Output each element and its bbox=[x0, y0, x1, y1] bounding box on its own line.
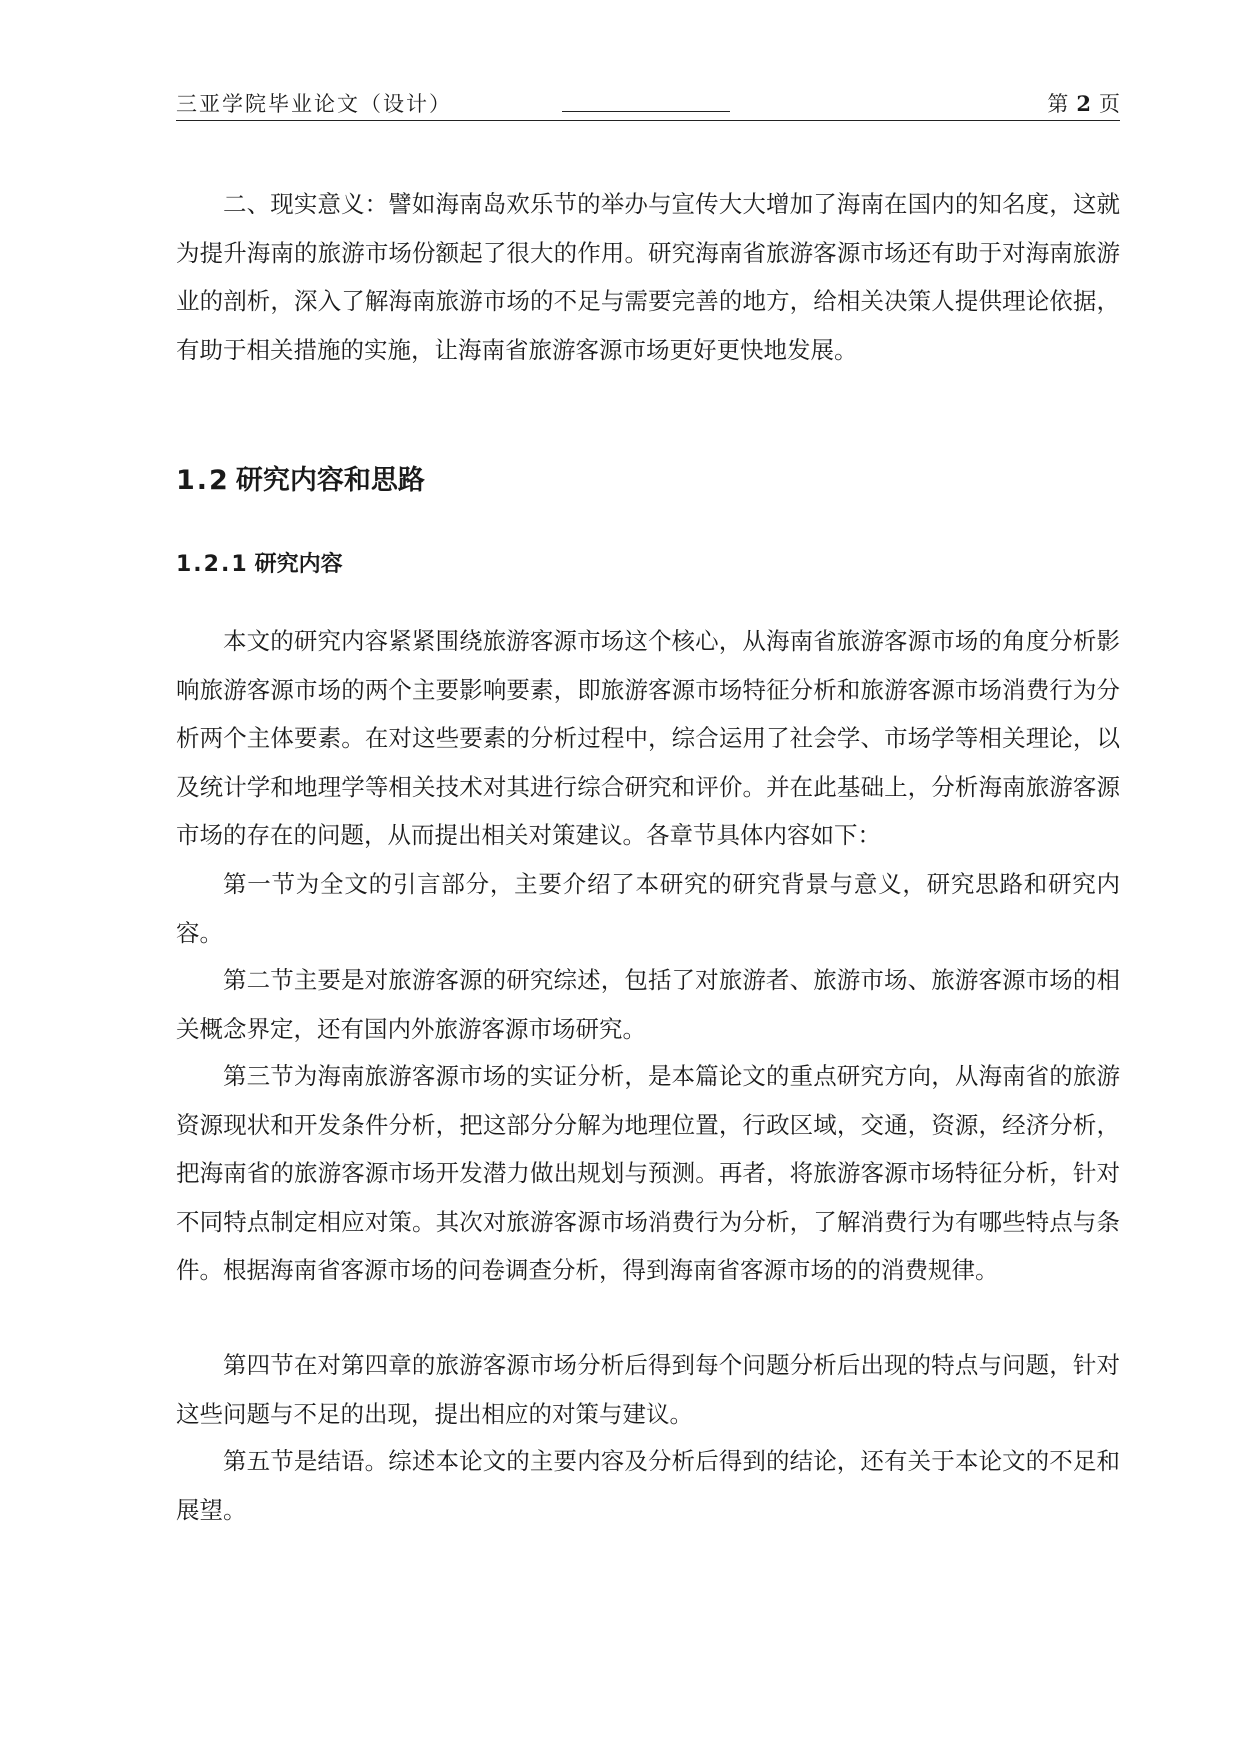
section-title: 研究内容和思路 bbox=[235, 465, 425, 496]
paragraph-section-5: 第五节是结语。综述本论文的主要内容及分析后得到的结论，还有关于本论文的不足和展望。 bbox=[176, 1447, 1120, 1524]
header-underline bbox=[562, 111, 730, 112]
subsection-heading bbox=[176, 547, 343, 578]
page-number-label bbox=[1047, 88, 1120, 118]
paragraph-section-4: 第四节在对第四章的旅游客源市场分析后得到每个问题分析后出现的特点与问题，针对这些问题与不足的出现，提出相应的对策与建议。 bbox=[176, 1351, 1120, 1428]
paragraph-section-2: 第二节主要是对旅游客源的研究综述，包括了对旅游者、旅游市场、旅游客源市场的相关概念界定，还有国内外旅游客源市场研究。 bbox=[176, 966, 1120, 1043]
section-heading bbox=[176, 458, 425, 497]
page-prefix: 第 bbox=[1047, 92, 1069, 116]
page-header bbox=[176, 84, 1120, 121]
section-number: 1.2 bbox=[176, 465, 230, 496]
page-number: 2 bbox=[1076, 91, 1091, 116]
paragraph-section-3: 第三节为海南旅游客源市场的实证分析，是本篇论文的重点研究方向，从海南省的旅游资源现状和开发条件分析，把这部分分解为地理位置，行政区域，交通，资源，经济分析，把海南省的旅游客源市场开发潜力做出规划与预测。再者，将旅游客源市场特征分析，针对不同特点制定相应对策。其次对旅游客源市场消费行为分析，了解消费行为有哪些特点与条件。根据海南省客源市场的问卷调查分析，得到海南省客源市场的的消费规律。 bbox=[176, 1062, 1120, 1284]
subsection-title: 研究内容 bbox=[254, 552, 343, 577]
subsection-number: 1.2.1 bbox=[176, 552, 249, 577]
page-suffix: 页 bbox=[1099, 92, 1120, 116]
paragraph-section-1: 第一节为全文的引言部分，主要介绍了本研究的研究背景与意义，研究思路和研究内容。 bbox=[176, 870, 1120, 947]
paragraph-intro: 本文的研究内容紧紧围绕旅游客源市场这个核心，从海南省旅游客源市场的角度分析影响旅游客源市场的两个主要影响要素，即旅游客源市场特征分析和旅游客源市场消费行为分析两个主体要素。在对这些要素的分析过程中，综合运用了社会学、市场学等相关理论，以及统计学和地理学等相关技术对其进行综合研究和评价。并在此基础上，分析海南旅游客源市场的存在的问题，从而提出相关对策建议。各章节具体内容如下： bbox=[176, 627, 1120, 849]
paragraph-reality-significance: 二、现实意义：譬如海南岛欢乐节的举办与宣传大大增加了海南在国内的知名度，这就为提升海南的旅游市场份额起了很大的作用。研究海南省旅游客源市场还有助于对海南旅游业的剖析，深入了解海南旅游市场的不足与需要完善的地方，给相关决策人提供理论依据，有助于相关措施的实施，让海南省旅游客源市场更好更快地发展。 bbox=[176, 190, 1120, 364]
header-title: 三亚学院毕业论文（设计） bbox=[176, 92, 452, 116]
